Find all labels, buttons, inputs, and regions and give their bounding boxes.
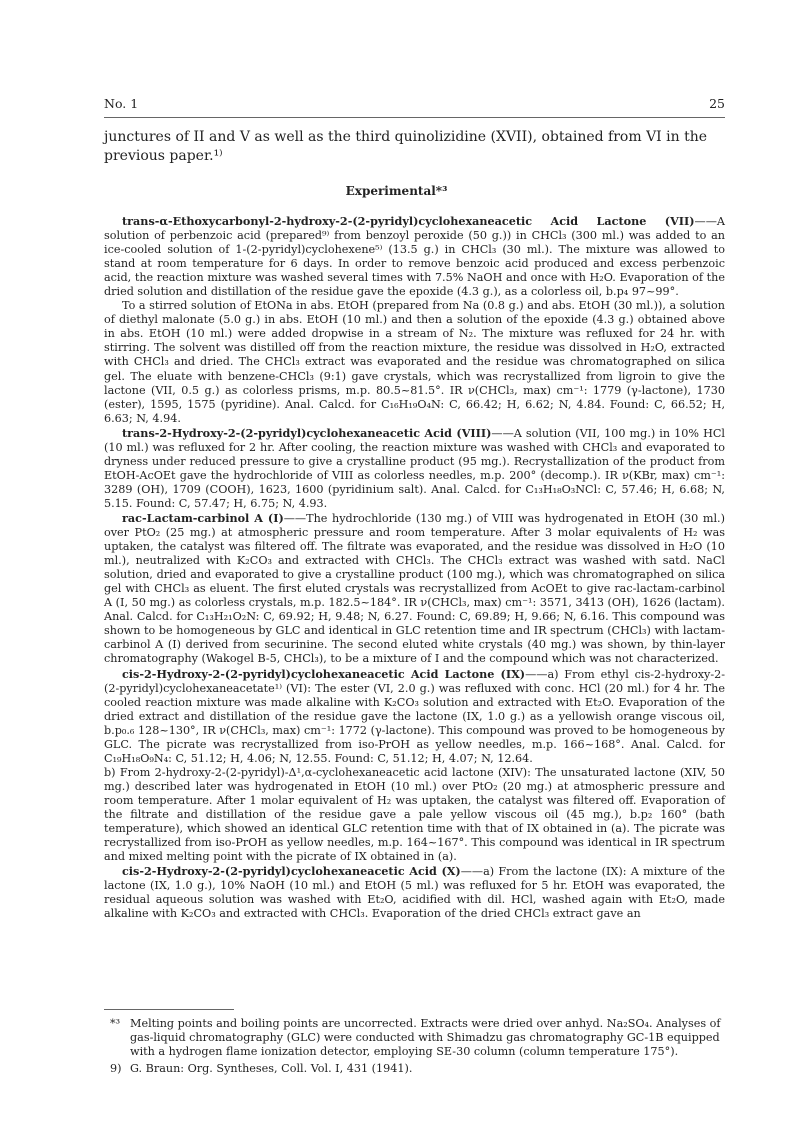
issue-number: No. 1	[104, 96, 139, 111]
paragraph-x	[104, 864, 725, 921]
paragraph-text: b) From 2-hydroxy-2-(2-pyridyl)-Δ¹,α-cyclohexaneacetic acid lactone (XIV): The unsaturated lactone (XIV, 50 mg.) described later was hydrogenated in EtOH (10 ml.) over PtO₂ (20 mg.) at atmospheric pressure and room temperature. After 1 molar equivalent of H₂ was uptaken, the catalyst was filtered off. Evaporation of the filtrate and distillation of the residue gave a pale yellow viscous oil (45 mg.), b.p₂ 160° (bath temperature), which showed an identical GLC retention time with that of IX obtained in (a). The picrate was recrystallized from iso-PrOH as yellow needles, m.p. 164~167°. This compound was identical in IR spectrum and mixed melting point with the picrate of IX obtained in (a).	[104, 765, 725, 864]
page-number: 25	[709, 96, 725, 111]
experimental-body	[104, 214, 725, 921]
paragraph-text: ——a) From the lactone (IX): A mixture of the lactone (IX, 1.0 g.), 10% NaOH (10 ml.) and EtOH (5 ml.) was refluxed for 5 hr. EtOH was evaporated, the residual aqueous solution was washed with Et₂O, acidified with dil. HCl, washed again with Et₂O, made alkaline with K₂CO₃ and extracted with CHCl₃. Evaporation of the dried CHCl₃ extract gave an	[104, 865, 726, 921]
footnote	[104, 1017, 725, 1060]
intro-text: junctures of II and V as well as the third quinolizidine (XVII), obtained from VI in the previous paper.¹⁾	[104, 129, 708, 164]
compound-name-x: cis-2-Hydroxy-2-(2-pyridyl)cyclohexaneacetic Acid (X)	[122, 864, 461, 879]
compound-name-ix: cis-2-Hydroxy-2-(2-pyridyl)cyclohexaneacetic Acid Lactone (IX)	[122, 666, 526, 681]
paragraph-text: ——a) From ethyl cis-2-hydroxy-2-(2-pyridyl)cyclohexaneacetate¹⁾ (VI): The ester (VI, 2.0 g.) was refluxed with conc. HCl (20 ml.) for 4 hr. The cooled reaction mixture was made alkaline with K₂CO₃ solution and extracted with Et₂O. Evaporation of the dried extract and distillation of the residue gave the lactone (IX, 1.0 g.) as a yellowish orange viscous oil, b.p₀.₆ 128~130°, IR ν(CHCl₃, max) cm⁻¹: 1772 (γ-lactone). This compound was proved to be homogeneous by GLC. The picrate was recrystallized from iso-PrOH as yellow needles, m.p. 166~168°. Anal. Calcd. for C₁₉H₁₈O₉N₄: C, 51.12; H, 4.06; N, 12.55. Found: C, 51.12; H, 4.07; N, 12.64.	[104, 667, 726, 765]
paragraph-text: To a stirred solution of EtONa in abs. EtOH (prepared from Na (0.8 g.) and abs. EtOH (30 ml.)), a solution of diethyl malonate (5.0 g.) in abs. EtOH (10 ml.) and then a solution of the epoxide (4.3 g.) obtained above in abs. EtOH (10 ml.) were added dropwise in a stream of N₂. The mixture was refluxed for 24 hr. with stirring. The solvent was distilled off from the reaction mixture, the residue was dissolved in H₂O, extracted with CHCl₃ and dried. The CHCl₃ extract was evaporated and the residue was chromatographed on silica gel. The eluate with benzene-CHCl₃ (9:1) gave crystals, which was recrystallized from ligroin to give the lactone (VII, 0.5 g.) as colorless prisms, m.p. 80.5~81.5°. IR ν(CHCl₃, max) cm⁻¹: 1779 (γ-lactone), 1730 (ester), 1595, 1575 (pyridine). Anal. Calcd. for C₁₆H₁₉O₄N: C, 66.42; H, 6.62; N, 4.84. Found: C, 66.52; H, 6.63; N, 4.94.	[104, 299, 725, 425]
paragraph-malonate	[104, 299, 725, 425]
paragraph-text: ——A solution (VII, 100 mg.) in 10% HCl (10 ml.) was refluxed for 2 hr. After cooling, the reaction mixture was washed with CHCl₃ and evaporated to dryness under reduced pressure to give a crystalline product (95 mg.). Recrystallization of the product from EtOH-AcOEt gave the hydrochloride of VIII as colorless needles, m.p. 200° (decomp.). IR ν(KBr, max) cm⁻¹: 3289 (OH), 1709 (COOH), 1623, 1600 (pyridinium salt). Anal. Calcd. for C₁₃H₁₈O₃NCl: C, 57.46; H, 6.68; N, 5.15. Found: C, 57.47; H, 6.75; N, 4.93.	[104, 426, 725, 510]
section-title: Experimental*³	[345, 184, 448, 198]
footnote-mark: 9)	[110, 1061, 122, 1075]
footnote-mark: *³	[110, 1017, 121, 1030]
footnote-text: G. Braun: Org. Syntheses, Coll. Vol. I, 431 (1941).	[130, 1061, 413, 1075]
header-rule	[104, 117, 725, 118]
footnote-rule	[104, 1009, 234, 1010]
paragraph-ix-b	[104, 766, 725, 864]
page-header	[104, 96, 725, 116]
compound-name-lactam: rac-Lactam-carbinol A (I)	[122, 510, 284, 525]
footnote	[104, 1062, 725, 1076]
paragraph-text: ——The hydrochloride (130 mg.) of VIII was hydrogenated in EtOH (30 ml.) over PtO₂ (25 mg.) at atmospheric pressure and room temperature. After 3 molar equivalents of H₂ was uptaken, the catalyst was filtered off. The filtrate was evaporated, and the residue was dissolved in H₂O (10 ml.), neutralized with K₂CO₃ and extracted with CHCl₃. The CHCl₃ extract was washed with satd. NaCl solution, dried and evaporated to give a crystalline product (100 mg.), which was chromatographed on silica gel with CHCl₃ as eluent. The first eluted crystals was recrystallized from AcOEt to give rac-lactam-carbinol A (I, 50 mg.) as colorless crystals, m.p. 182.5~184°. IR ν(CHCl₃, max) cm⁻¹: 3571, 3413 (OH), 1626 (lactam). Anal. Calcd. for C₁₃H₂₁O₂N: C, 69.92; H, 9.48; N, 6.27. Found: C, 69.89; H, 9.66; N, 6.16. This compound was shown to be homogeneous by GLC and identical in GLC retention time and IR spectrum (CHCl₃) with lactam-carbinol A (I) derived from securinine. The second eluted white crystals (40 mg.) was shown, by thin-layer chromatography (Wakogel B-5, CHCl₃), to be a mixture of I and the compound which was not characterized.	[104, 511, 725, 666]
paragraph-vii	[104, 214, 725, 299]
paragraph-viii	[104, 426, 725, 511]
footnotes	[104, 1017, 725, 1078]
compound-name-viii: trans-2-Hydroxy-2-(2-pyridyl)cyclohexaneacetic Acid (VIII)	[122, 425, 492, 440]
paragraph-ix	[104, 667, 725, 766]
paragraph-lactam	[104, 511, 725, 667]
compound-name-vii: trans-α-Ethoxycarbonyl-2-hydroxy-2-(2-pyridyl)cyclohexaneacetic Acid Lactone (VII)	[122, 214, 695, 228]
footnote-text: Melting points and boiling points are uncorrected. Extracts were dried over anhyd. Na₂SO₄. Analyses of gas-liquid chromatography (GLC) were conducted with Shimadzu gas chromatography GC-1B equipped with a hydrogen flame ionization detector, employing SE-30 column (column temperature 175°).	[130, 1017, 721, 1059]
paragraph-text: ——A solution of perbenzoic acid (prepared⁹⁾ from benzoyl peroxide (50 g.)) in CHCl₃ (300 ml.) was added to an ice-cooled solution of 1-(2-pyridyl)cyclohexene⁵⁾ (13.5 g.) in CHCl₃ (30 ml.). The mixture was allowed to stand at room temperature for 6 days. In order to remove benzoic acid produced and excess perbenzoic acid, the reaction mixture was washed several times with 7.5% NaOH and once with H₂O. Evaporation of the dried solution and distillation of the residue gave the epoxide (4.3 g.), as a colorless oil, b.p₄ 97~99°.	[104, 215, 725, 299]
